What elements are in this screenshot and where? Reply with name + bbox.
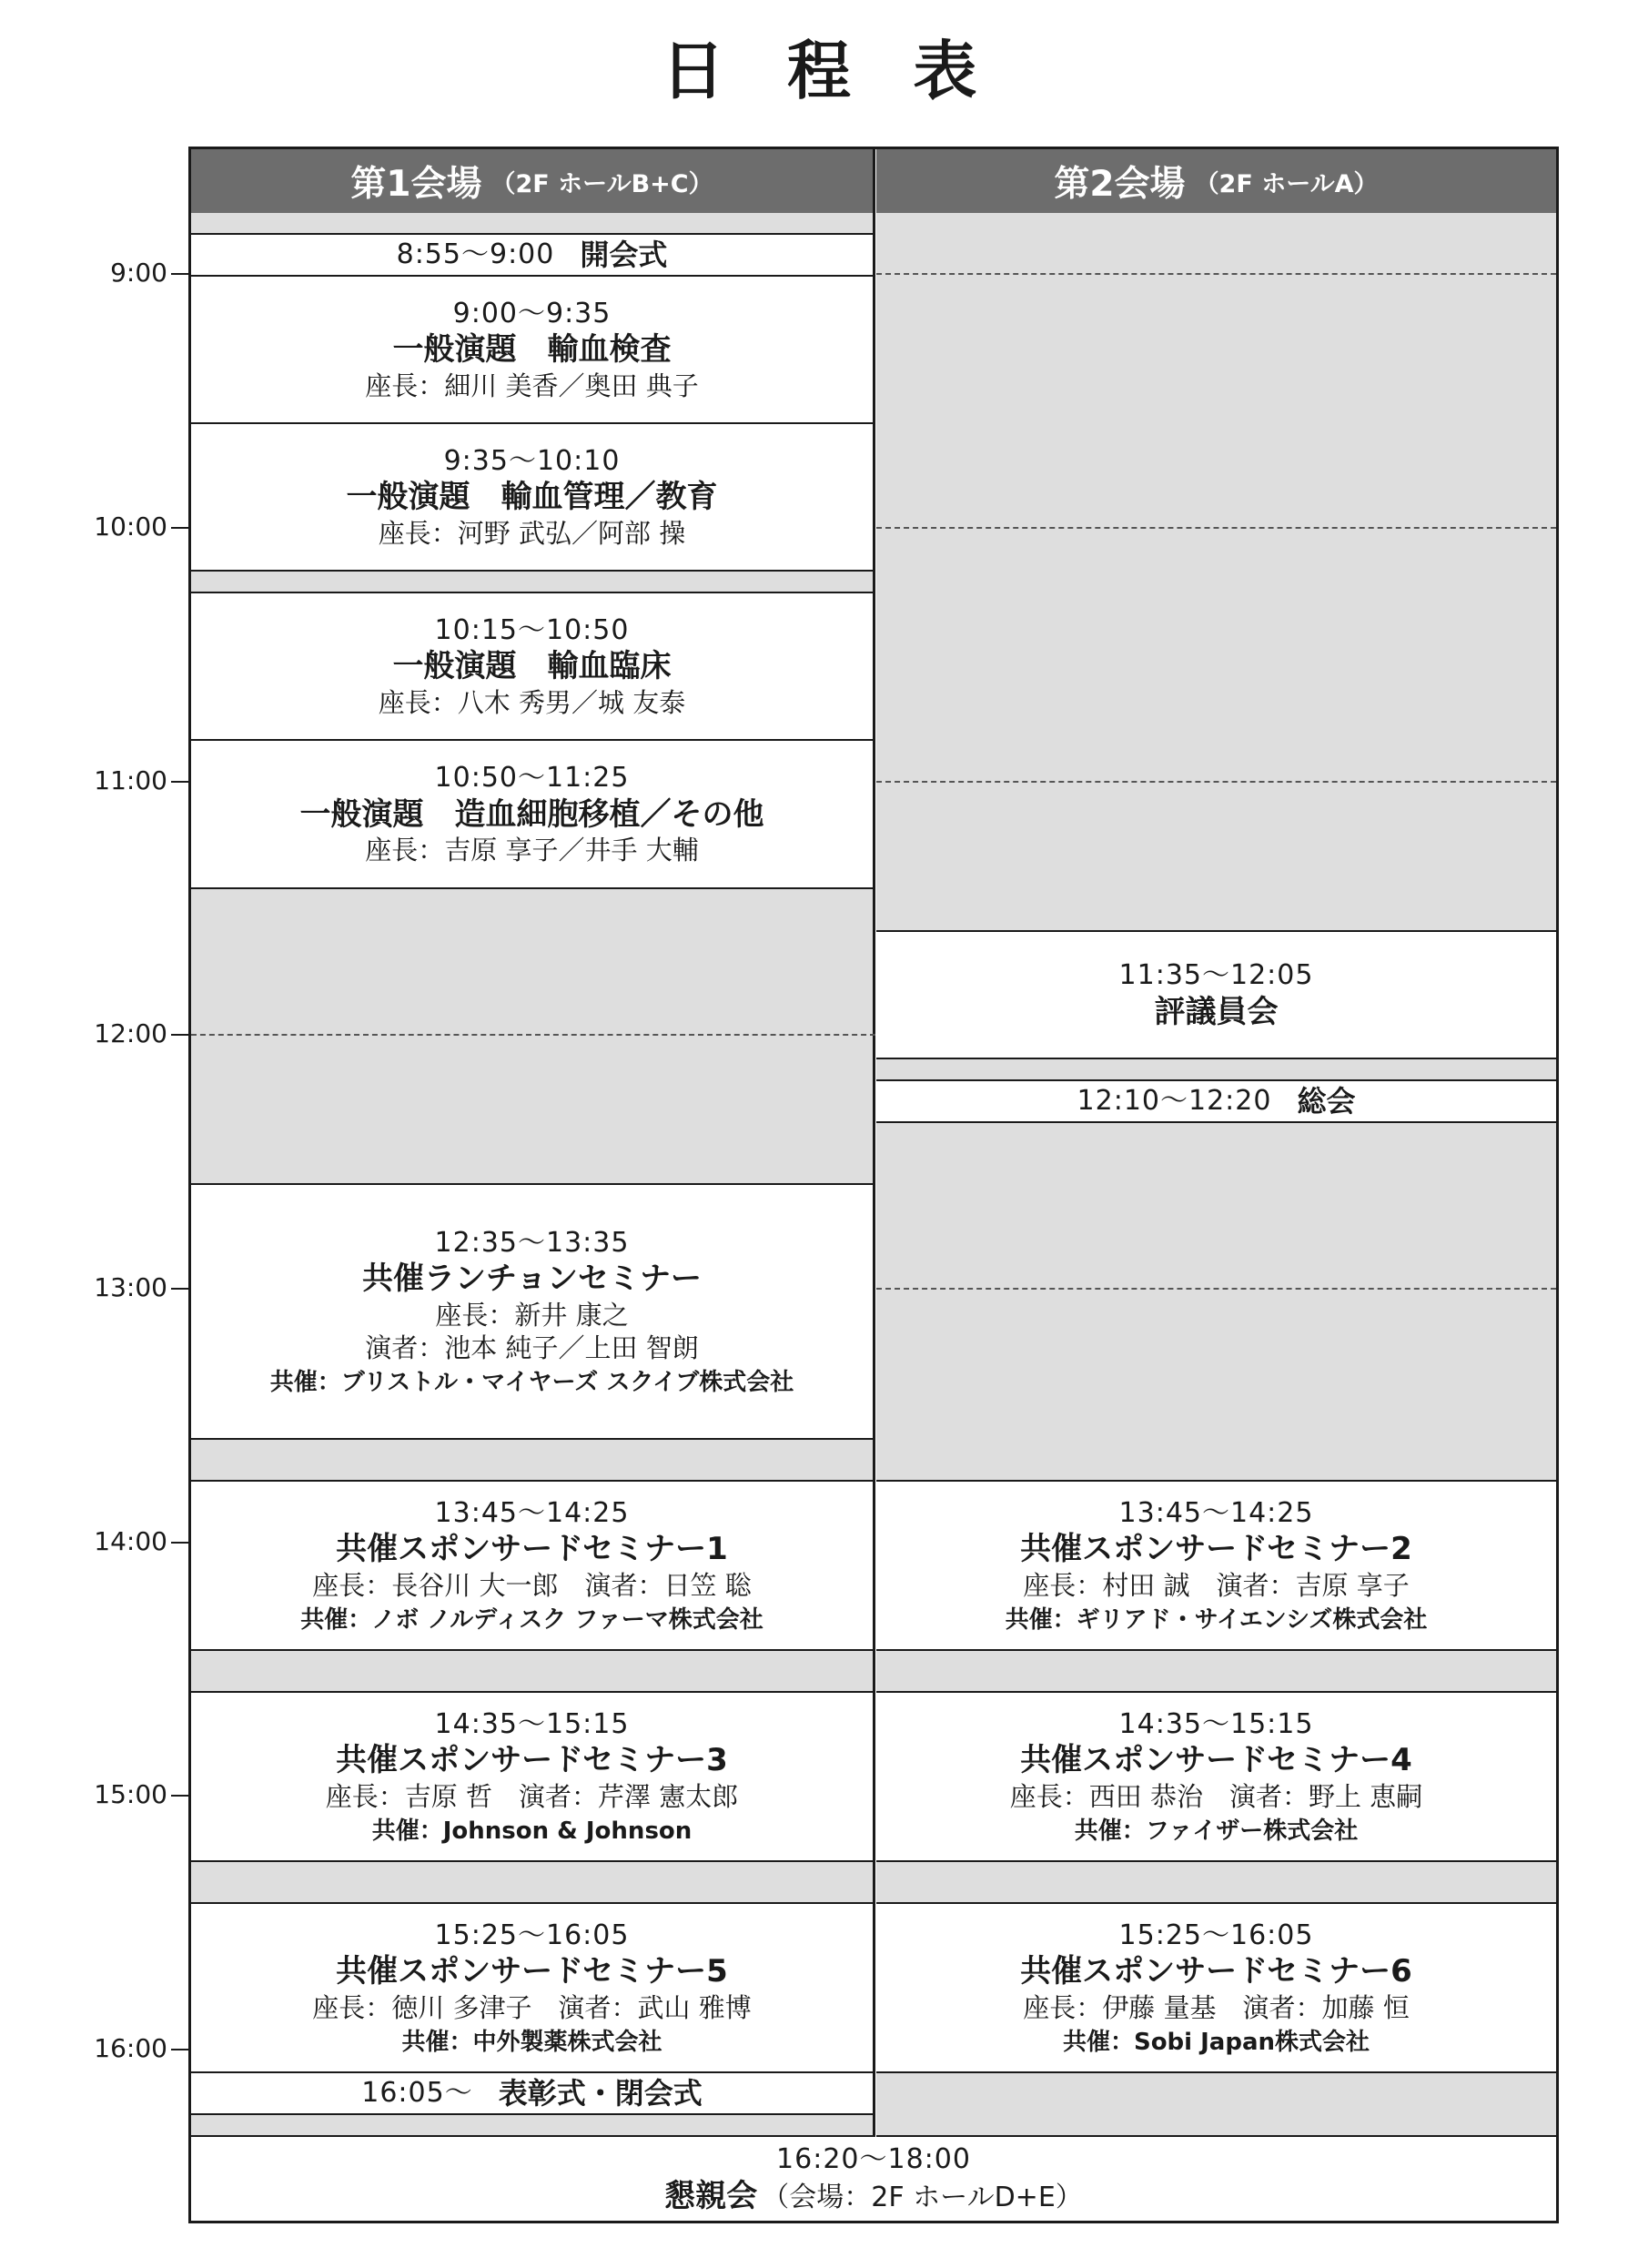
hall1-sponsored-seminar-5 (191, 1904, 875, 2073)
hall2-location: （2F ホールA） (1194, 169, 1379, 198)
session-title: 評議員会 (1154, 993, 1279, 1030)
hall1-name: 第1会場 (350, 164, 482, 205)
hall1-break (191, 2115, 875, 2137)
time-label: 14:00 (94, 1526, 167, 1556)
hall2-sponsored-seminar-6 (876, 1904, 1556, 2073)
session-time: 16:20〜18:00 (776, 2143, 971, 2175)
session-chair: 座長：河野 武弘／阿部 操 (378, 517, 686, 549)
hall2-break (876, 1651, 1556, 1693)
hall2-idle (876, 1123, 1556, 1482)
session-title: 共催スポンサードセミナー2 (1020, 1531, 1412, 1568)
session-sponsor: 共催：ギリアド・サイエンシズ株式会社 (1005, 1605, 1428, 1634)
time-tick (171, 1542, 188, 1544)
hall1-location: （2F ホールB+C） (490, 169, 713, 198)
session-title: 共催スポンサードセミナー4 (1020, 1742, 1412, 1779)
hall2-sponsored-seminar-4 (876, 1693, 1556, 1862)
hall1-session-4 (191, 741, 875, 889)
hall1-break (191, 889, 875, 1185)
time-label: 9:00 (110, 258, 167, 288)
time-label: 11:00 (94, 765, 167, 795)
hall1-break (191, 1862, 875, 1904)
session-chair: 座長：徳川 多津子 演者：武山 雅博 (312, 1991, 752, 2023)
session-time: 14:35〜15:15 (1118, 1707, 1314, 1740)
session-chair: 座長：西田 恭治 演者：野上 恵嗣 (1009, 1780, 1423, 1812)
party-title-row (664, 2177, 1083, 2216)
session-speaker: 演者：池本 純子／上田 智朗 (365, 1331, 699, 1363)
session-time: 15:25〜16:05 (1118, 1919, 1314, 1951)
time-label: 12:00 (94, 1018, 167, 1048)
hall1-sponsored-seminar-3 (191, 1693, 875, 1862)
session-title: 一般演題 造血細胞移植／その他 (299, 795, 764, 833)
session-time: 10:50〜11:25 (434, 762, 630, 795)
hall2-general-meeting (876, 1081, 1556, 1123)
hall1-luncheon-seminar (191, 1185, 875, 1440)
time-label: 15:00 (94, 1779, 167, 1809)
time-tick (171, 2049, 188, 2050)
session-sponsor: 共催：Sobi Japan株式会社 (1062, 2028, 1370, 2056)
session-chair: 座長：新井 康之 (435, 1299, 629, 1331)
session-time: 15:25〜16:05 (434, 1919, 630, 1951)
session-chair: 座長：伊藤 量基 演者：加藤 恒 (1023, 1991, 1410, 2023)
session-sponsor: 共催：ファイザー株式会社 (1074, 1817, 1359, 1845)
session-time: 10:15〜10:50 (434, 613, 630, 646)
time-label: 16:00 (94, 2033, 167, 2063)
hall1-session-1 (191, 277, 875, 424)
time-label: 13:00 (94, 1272, 167, 1302)
session-time: 9:35〜10:10 (443, 444, 621, 477)
hall1-closing (191, 2073, 875, 2115)
reception-party (191, 2137, 1556, 2221)
session-sponsor: 共催：中外製薬株式会社 (401, 2028, 662, 2056)
session-sponsor: 共催：ブリストル・マイヤーズ スクイブ株式会社 (269, 1369, 794, 1396)
time-tick (171, 781, 188, 783)
hall2-sponsored-seminar-2 (876, 1482, 1556, 1651)
schedule-table (188, 147, 1559, 2223)
hall2-break (876, 1862, 1556, 1904)
session-chair: 座長：長谷川 大一郎 演者：日笠 聡 (312, 1569, 752, 1601)
hall2-idle (876, 2073, 1556, 2137)
hall1-session-2 (191, 424, 875, 572)
hall1-break (191, 213, 875, 235)
session-title: 一般演題 輸血臨床 (392, 648, 672, 685)
time-tick (171, 273, 188, 275)
hall1-session-3 (191, 593, 875, 741)
time-label: 10:00 (94, 511, 167, 542)
session-time: 13:45〜14:25 (434, 1496, 630, 1529)
session-sponsor: 共催：Johnson & Johnson (371, 1817, 693, 1845)
hall2-break (876, 1059, 1556, 1081)
session-title: 共催スポンサードセミナー3 (336, 1742, 728, 1779)
page-title: 日 程 表 (661, 34, 997, 108)
hall1-break (191, 572, 875, 593)
session-time: 12:35〜13:35 (434, 1226, 630, 1259)
session-time: 11:35〜12:05 (1118, 959, 1314, 991)
session-title: 一般演題 輸血検査 (392, 331, 672, 369)
session-title: 共催ランチョンセミナー (362, 1261, 702, 1297)
session-title: 共催スポンサードセミナー1 (336, 1531, 728, 1568)
session-title: 共催スポンサードセミナー6 (1020, 1953, 1412, 1990)
session-chair: 座長：吉原 享子／井手 大輔 (365, 835, 699, 866)
time-tick (171, 527, 188, 529)
party-location: （会場：2F ホールD+E） (762, 2181, 1083, 2213)
hall1-sponsored-seminar-1 (191, 1482, 875, 1651)
session-title: 総会 (1297, 1084, 1356, 1119)
session-title: 一般演題 輸血管理／教育 (346, 479, 718, 516)
session-time: 13:45〜14:25 (1118, 1496, 1314, 1529)
session-chair: 座長：吉原 哲 演者：芹澤 憲太郎 (325, 1780, 739, 1812)
session-time: 12:10〜12:20 (1077, 1085, 1272, 1118)
hall2-council-meeting (876, 932, 1556, 1059)
time-tick (171, 1795, 188, 1797)
session-title: 表彰式・閉会式 (498, 2076, 703, 2111)
hall2-name: 第2会場 (1054, 164, 1186, 205)
hall2-idle (876, 213, 1556, 932)
session-time: 9:00〜9:35 (452, 297, 612, 329)
hall1-header (191, 149, 875, 213)
time-tick (171, 1288, 188, 1290)
session-chair: 座長：八木 秀男／城 友泰 (378, 686, 686, 718)
session-title: 共催スポンサードセミナー5 (336, 1953, 728, 1990)
hall1-break (191, 1651, 875, 1693)
session-time: 16:05〜 (361, 2077, 473, 2110)
session-title: 懇親会 (664, 2177, 758, 2214)
time-tick (171, 1034, 188, 1036)
session-chair: 座長：村田 誠 演者：吉原 享子 (1023, 1569, 1410, 1601)
session-time: 8:55〜9:00 (396, 238, 555, 271)
session-time: 14:35〜15:15 (434, 1707, 630, 1740)
hall2-header (876, 149, 1556, 213)
hall1-opening (191, 235, 875, 277)
session-title: 開会式 (580, 238, 668, 272)
session-chair: 座長：細川 美香／奥田 典子 (365, 370, 699, 401)
session-sponsor: 共催：ノボ ノルディスク ファーマ株式会社 (300, 1605, 763, 1634)
hall1-break (191, 1440, 875, 1482)
